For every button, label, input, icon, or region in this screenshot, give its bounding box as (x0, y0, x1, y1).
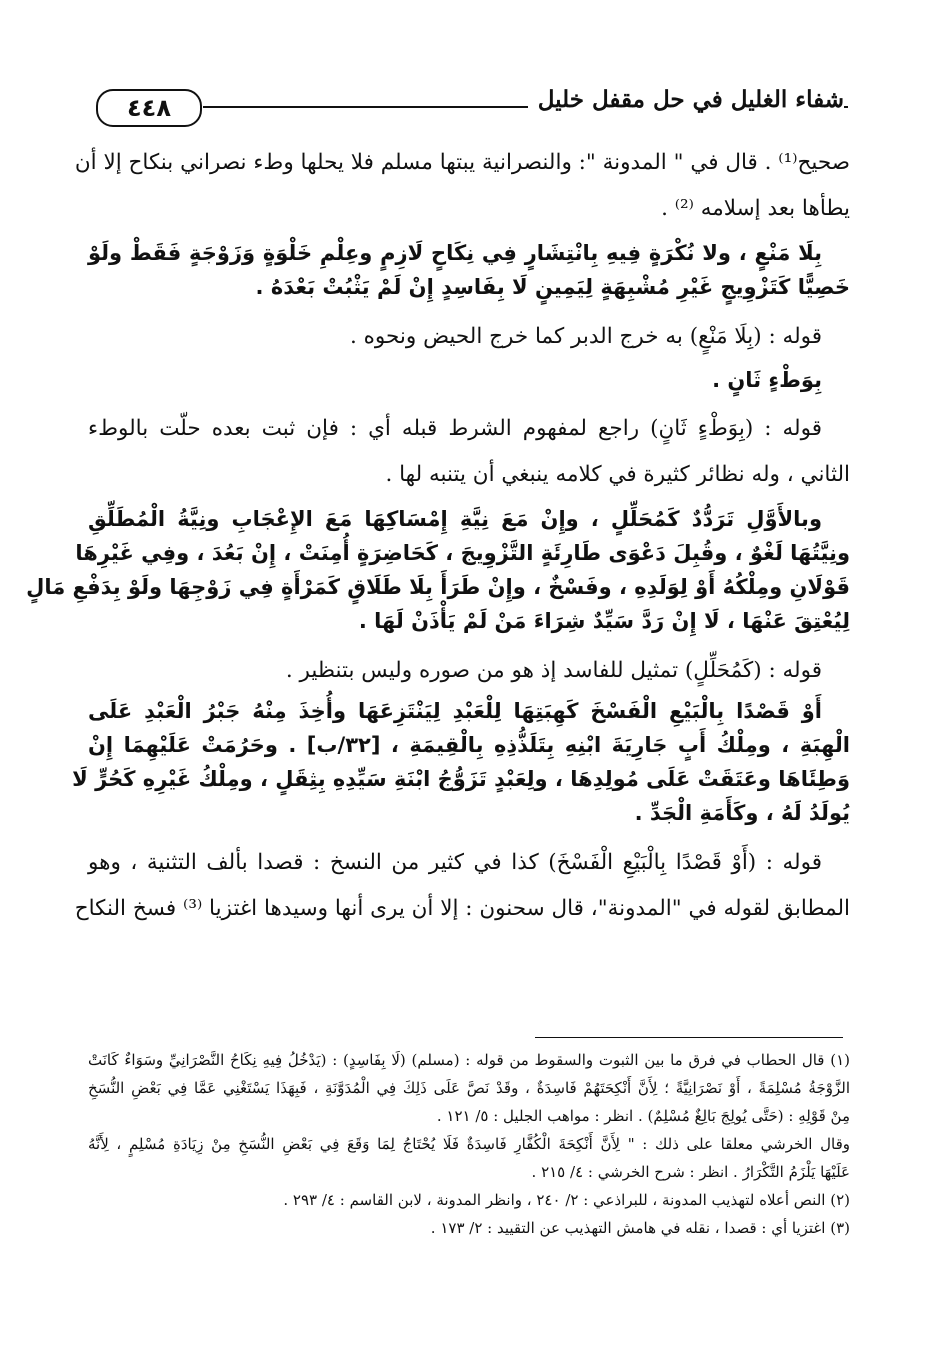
text-line: صحيح⁽¹⁾ . قال في " المدونة ": والنصرانية يبتها مسلم فلا يحلها وطء نصراني بنكاح إلا أن (74, 150, 850, 175)
page-body (26, 140, 851, 932)
text-line: المطابق لقوله في "المدونة"، قال سحنون : إلا أن يرى أنها وسيدها اغتزيا ⁽³⁾ فسخ النكاح (74, 896, 850, 921)
running-title: شفاء الغليل في حل مقفل خليل (528, 86, 844, 113)
matn-line: بِلَا مَنْعٍ ، ولا نُكْرَةٍ فِيهِ بِانْتِشَارٍ فِي نِكَاحٍ لَازِمٍ وعِلْمِ خَلْوَةٍ وَزَوْجَةٍ فَقَطْ ولَوْ (88, 241, 822, 265)
footnote-2: (٢) النص أعلاه لتهذيب المدونة ، للبراذعي : ٢/ ٢٤٠ ، وانظر المدونة ، لابن القاسم : ٤/ ٢٩٣ . (283, 1191, 850, 1209)
text-line: قوله : (بِلَا مَنْعٍ) به خرج الدبر كما خرج الحيض ونحوه . (349, 324, 822, 349)
footnote-1-line: وقال الخرشي معلقا على ذلك : " لِأَنَّ أَنْكِحَةَ الْكُفَّارِ فَاسِدَةٌ فَلَا يُحْتَاجُ لِمَا وَقَعَ فِي بَعْضِ النُّسَخِ مِنْ زِيَادَةِ مُسْلِمٍ ، لِأَنَّهُ (88, 1135, 850, 1153)
text-line: الثاني ، وله نظائر كثيرة في كلامه ينبغي أن يتنبه لها . (385, 462, 850, 487)
footnote-1-line: عَلَيْهَا يَلْزَمُ التَّكْرَارُ . انظر : شرح الخرشي : ٤/ ٢١٥ . (531, 1163, 850, 1181)
page-number: ٤٤٨ (96, 89, 202, 127)
commentary-paragraph-2 (88, 314, 850, 400)
matn-line: ونِيَّتُهَا لَغْوٌ ، وقُبِلَ دَعْوَى طَارِئَةٍ التَّزْوِيجَ ، كَحَاضِرَةٍ أُمِنَتْ ، إِنْ بَعُدَ ، وفِي غَيْرِهَا (75, 541, 850, 565)
text-line: قوله : (بِوَطْءٍ ثَانٍ) راجع لمفهوم الشرط قبله أي : فإن ثبت بعده حلّت بالوطء (88, 416, 822, 441)
matn-line: بِوَطْءٍ ثَانٍ . (712, 368, 822, 392)
footnote-1-line: الزَّوْجَةُ مُسْلِمَةً ، أَوْ نَصْرَانِيَّةً ؛ لِأَنَّ أَنْكِحَتَهُمْ فَاسِدَةٌ ، وقَدْ نَصَّ عَلَى ذَلِكَ فِي الْمُدَوَّنَةِ ، فَبِهَذَا يَسْتَغْنِي عَمَّا فِي بَعْضِ النُّسَخِ (88, 1079, 850, 1097)
commentary-paragraph-4 (88, 648, 850, 694)
page-header (88, 76, 848, 126)
footnote-separator (535, 1037, 843, 1038)
footnotes (88, 1046, 850, 1242)
commentary-paragraph-1 (74, 140, 850, 232)
text-line: قوله : (كَمُحَلِّلٍ) تمثيل للفاسد إذ هو من صوره وليس بتنظير . (285, 658, 822, 683)
matn-block-2 (26, 502, 850, 638)
footnote-1-line: (١) قال الحطاب في فرق ما بين الثبوت والسقوط من قوله : (مسلم) (لَا بِفَاسِدٍ) : (يَدْخُلُ فِيهِ نِكَاحُ النَّصْرَانِيِّ وسَوَاءٌ كَانَتْ (88, 1051, 850, 1069)
matn-line: وَطِئَاهَا وعَتَقَتْ عَلَى مُولِدِهَا ، ولِعَبْدٍ تَزَوُّجُ ابْنَةِ سَيِّدِهِ بِثِقَلٍ ، ومِلْكُ غَيْرِهِ كَحُرٍّ لَا (72, 767, 850, 791)
matn-line: وبالأَوَّلِ تَرَدُّدٌ كَمُحَلِّلٍ ، وإِنْ مَعَ نِيَّةِ إِمْسَاكِهَا مَعَ الإِعْجَابِ ونِيَّةُ الْمُطَلِّقِ (88, 507, 822, 531)
matn-block-3 (72, 694, 851, 830)
text-line: قوله : (أَوْ قَصْدًا بِالْبَيْعِ الْفَسْخَ) كذا في كثير من النسخ : قصدا بألف التثنية ، وهو (88, 850, 822, 875)
matn-block-1 (88, 236, 850, 304)
footnote-1-line: مِنْ قَوْلِهِ : (حَتَّى يُولِجَ بَالِغٌ مُسْلِمٌ) . انظر : مواهب الجليل : ٥/ ١٢١ . (436, 1107, 850, 1125)
matn-line: أَوْ قَصْدًا بِالْبَيْعِ الْفَسْخَ كَهِبَتِهَا لِلْعَبْدِ لِيَنْتَزِعَهَا وأُخِذَ مِنْهُ جَبْرُ الْعَبْدِ عَلَى (88, 699, 822, 723)
matn-line: يُولَدُ لَهُ ، وكَأَمَةِ الْجَدِّ . (634, 801, 850, 825)
commentary-paragraph-3 (88, 406, 850, 498)
matn-line: قَوْلَانِ ومِلْكُهُ أَوْ لِوَلَدِهِ ، وفَسْخٌ ، وإِنْ طَرَأَ بِلَا طَلَاقٍ كَمَرْأَةٍ فِي زَوْجِهَا ولَوْ بِدَفْعِ مَالٍ (26, 575, 850, 599)
commentary-paragraph-5 (74, 840, 850, 932)
matn-line: الْهِبَةِ ، ومِلْكُ أَبٍ جَارِيَةَ ابْنِهِ بِتَلَذُّذِهِ بِالْقِيمَةِ ، [٣٢/ب] . وحَرُمَتْ عَلَيْهِمَا إِنْ (88, 733, 851, 757)
matn-line: خَصِيًّا كَتَزْوِيجٍ غَيْرِ مُشْبِهَةٍ لِيَمِينٍ لَا بِفَاسِدٍ إِنْ لَمْ يَثْبُتْ بَعْدَهُ . (255, 275, 850, 299)
footnote-3: (٣) اغتزيا أي : قصدا ، نقله في هامش التهذيب عن التقييد : ٢/ ١٧٣ . (430, 1219, 850, 1237)
matn-line: لِيُعْتِقَ عَنْهَا ، لَا إِنْ رَدَّ سَيِّدٌ شِرَاءَ مَنْ لَمْ يَأْذَنْ لَهَا . (358, 609, 850, 633)
text-line: يطأها بعد إسلامه ⁽²⁾ . (661, 196, 850, 221)
